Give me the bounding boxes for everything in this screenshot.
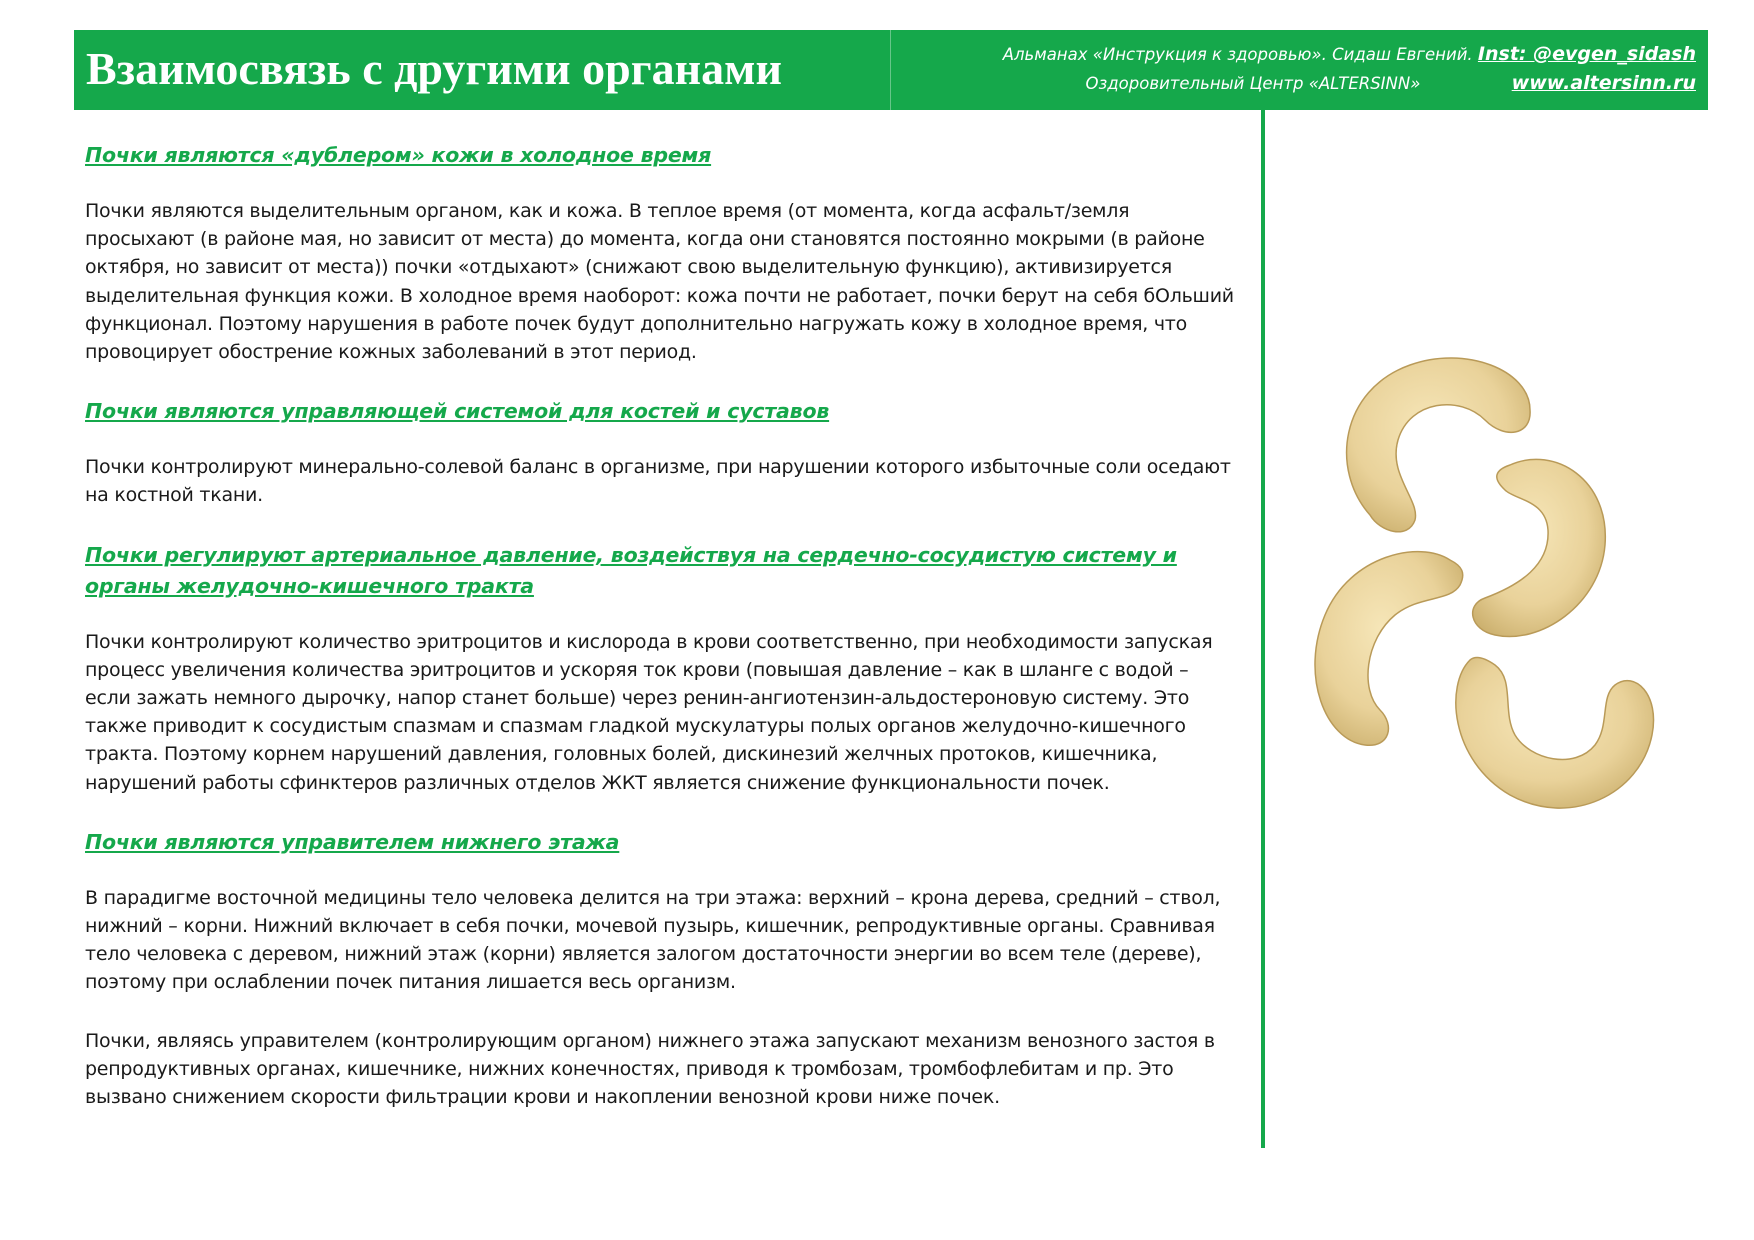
header-meta [1003,40,1696,98]
header-meta-line-2 [1003,69,1696,98]
section-paragraph: Почки являются выделительным органом, как и кожа. В теплое время (от момента, когда асфальт/земля просыхают (в районе мая, но зависит от места) до момента, когда они становятся постоянно мокрыми (в районе октября, но зависит от места)) почки «отдыхают» (снижают свою выделительную функцию), активизируется выделительная функция кожи. В холодное время наоборот: кожа почти не работает, почки берут на себя бОльший функционал. Поэтому нарушения в работе почек будут дополнительно нагружать кожу в холодное время, что провоцирует обострение кожных заболеваний в этот период. [85,200,1234,364]
section-paragraph: Почки контролируют минерально-солевой баланс в организме, при нарушении которого избыточные соли оседают на костной ткани. [85,456,1231,507]
section-heading: Почки являются управителем нижнего этажа [85,829,620,854]
header-meta-line-1 [1003,40,1696,69]
section-skin [85,140,1235,366]
cashew-nut-icon [1473,459,1606,636]
section-heading: Почки регулируют артериальное давление, воздействуя на сердечно-сосудистую систему и органы желудочно-кишечного тракта [85,542,1177,598]
section-pressure [85,540,1235,797]
section-paragraph-2: Почки, являясь управителем (контролирующим органом) нижнего этажа запускают механизм венозного застоя в репродуктивных органах, кишечнике, нижних конечностях, приводя к тромбозам, тромбофлебитам и пр. Это вызвано снижением скорости фильтрации крови и накоплении венозной крови ниже почек. [85,1029,1215,1109]
cashew-nut-icon [1315,552,1463,746]
section-heading: Почки являются управляющей системой для костей и суставов [85,399,830,424]
article-body [85,140,1235,1141]
section-lower-floor [85,827,1235,1111]
vertical-divider [1261,110,1265,1148]
cashew-nut-icon [1456,658,1654,809]
website-link[interactable]: www.altersinn.ru [1511,72,1696,94]
center-credit: Оздоровительный Центр «ALTERSINN» [1085,74,1421,93]
header-bar [74,30,1708,110]
almanac-credit: Альманах «Инструкция к здоровью». Сидаш Евгений. [1002,45,1473,64]
header-divider [890,30,891,110]
cashew-illustration [1280,340,1700,900]
page-title: Взаимосвязь с другими органами [86,43,782,94]
section-bones [85,396,1235,509]
section-paragraph: В парадигме восточной медицины тело человека делится на три этажа: верхний – крона дерева, средний – ствол, нижний – корни. Нижний включает в себя почки, мочевой пузырь, кишечник, репродуктивные органы. Сравнивая тело человека с деревом, нижний этаж (корни) является залогом достаточности энергии во всем теле (дереве), поэтому при ослаблении почек питания лишается весь организм. [85,886,1221,994]
cashew-nut-icon [1347,358,1531,532]
instagram-link[interactable]: Inst: @evgen_sidash [1477,43,1696,65]
section-heading: Почки являются «дублером» кожи в холодное время [85,143,712,167]
section-paragraph: Почки контролируют количество эритроцитов и кислорода в крови соответственно, при необходимости запуская процесс увеличения количества эритроцитов и ускоряя ток крови (повышая давление – как в шланге с водой – если зажать немного дырочку, напор станет больше) через ренин-ангиотензин-альдостероновую систему. Это также приводит к сосудистым спазмам и спазмам гладкой мускулатуры полых органов желудочно-кишечного тракта. Поэтому корнем нарушений давления, головных болей, дискинезий желчных протоков, кишечника, нарушений работы сфинктеров различных отделов ЖКТ является снижение функциональности почек. [85,630,1213,794]
